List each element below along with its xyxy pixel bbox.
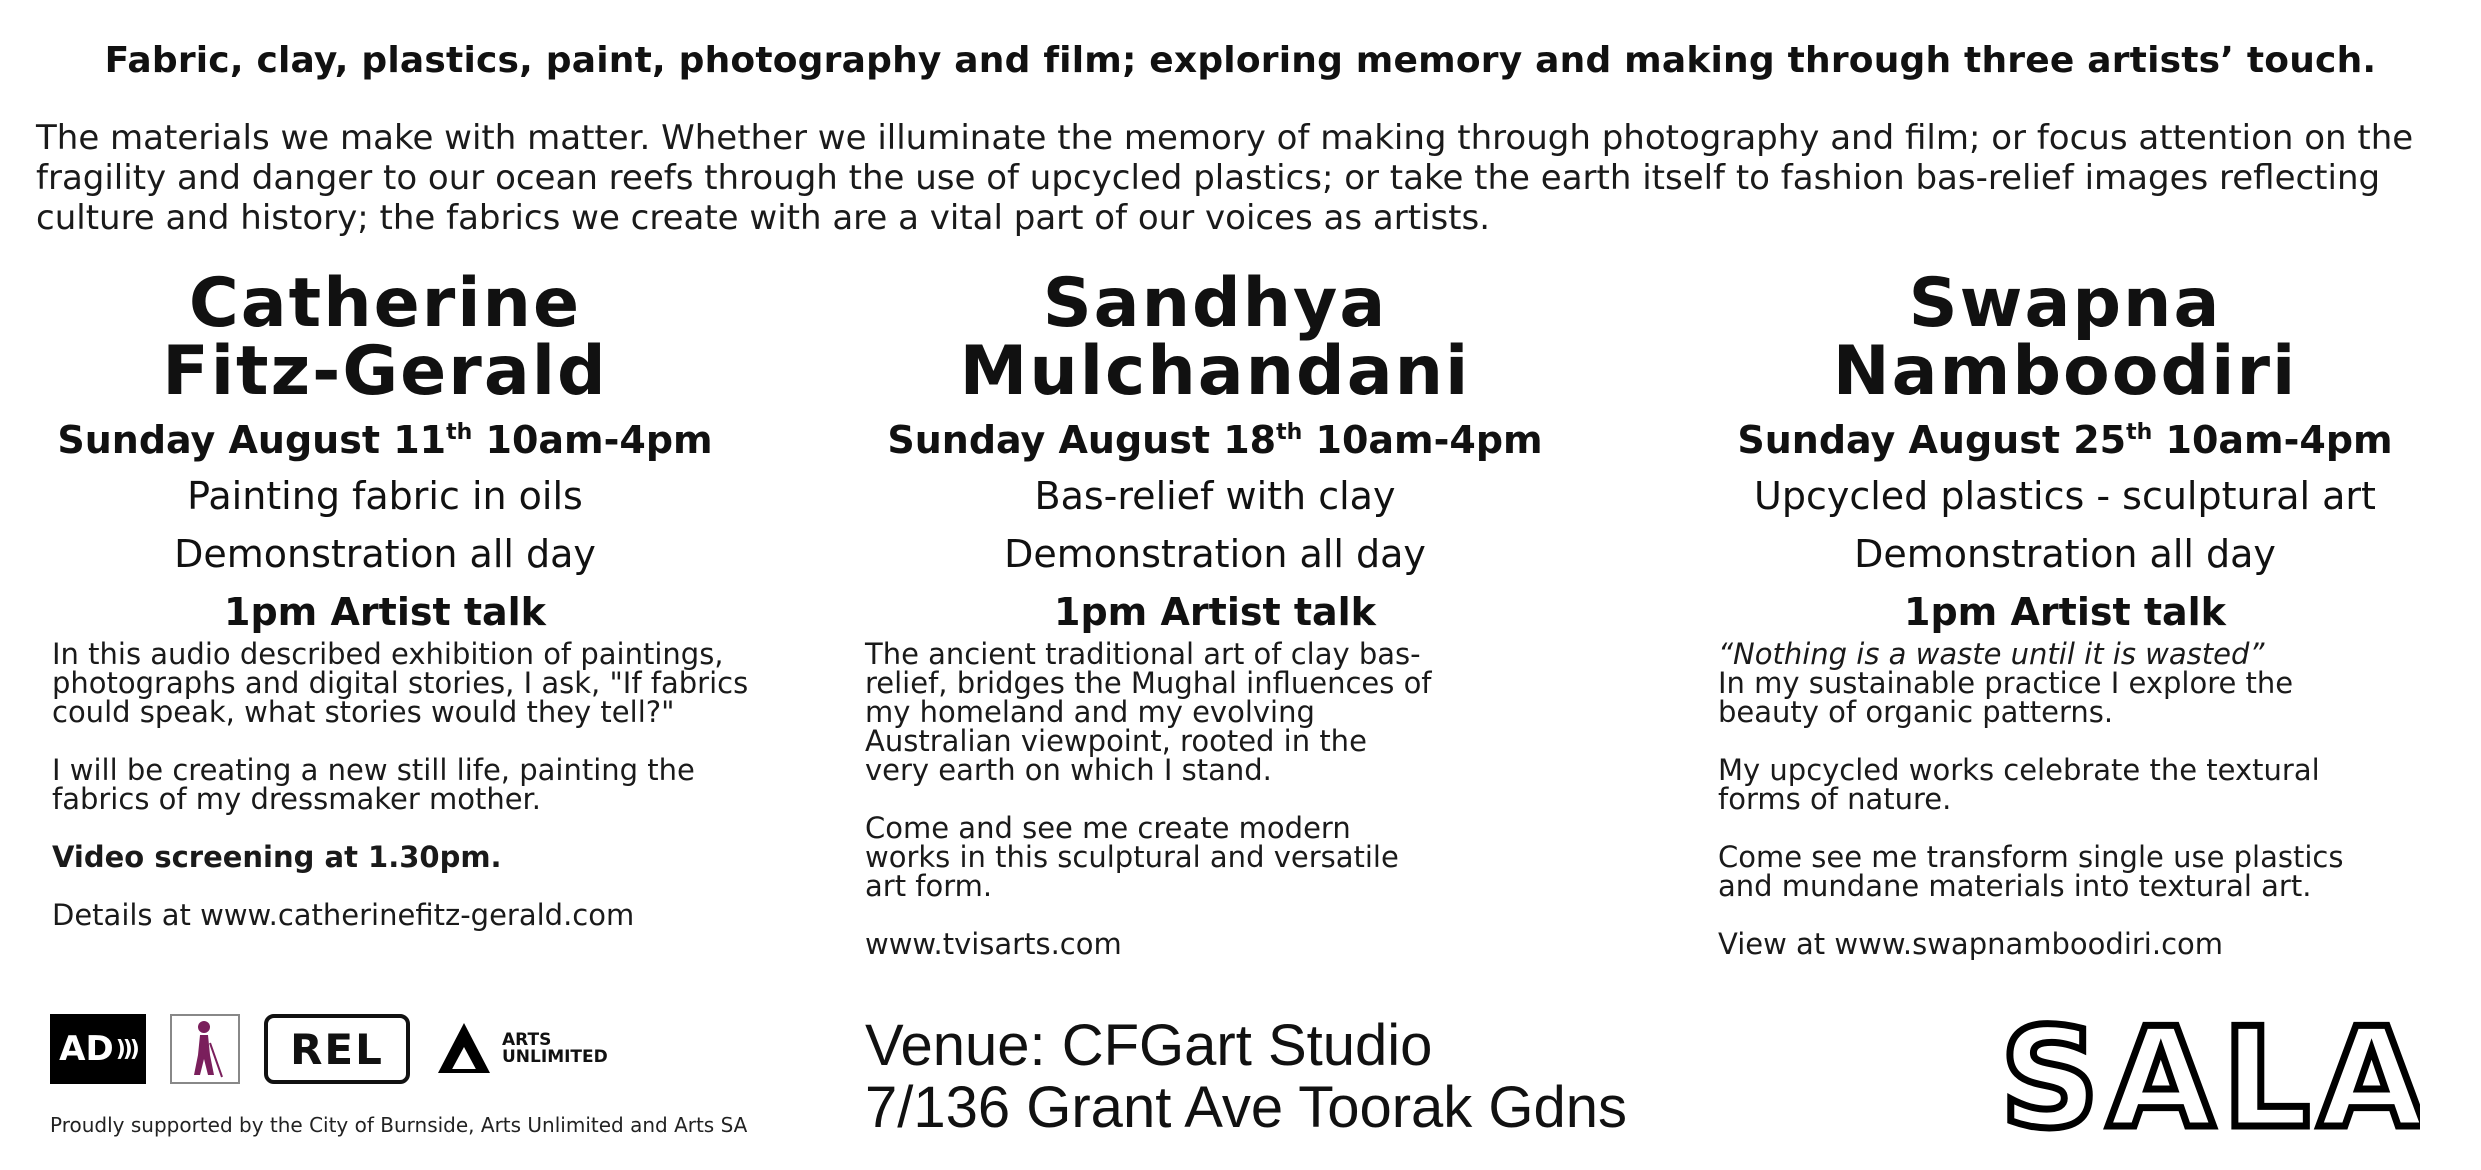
audio-description-label: AD	[59, 1029, 114, 1069]
activity: Upcycled plastics - sculptural art	[1754, 474, 2376, 518]
artist-column-swapna	[1650, 264, 2480, 988]
activity: Bas-relief with clay	[1034, 474, 1396, 518]
event-date	[810, 418, 1620, 462]
description-paragraph: In this audio described exhibition of paintings, photographs and digital stories, I ask, "If fabrics could speak, what stories would they tell?"	[52, 637, 749, 729]
artist-name	[810, 264, 1620, 411]
date-text: Sunday August 25	[1737, 418, 2127, 462]
audio-description-icon: AD )))	[50, 1014, 146, 1084]
venue-address: 7/136 Grant Ave Toorak Gdns	[865, 1075, 1628, 1140]
description-paragraph: My upcycled works celebrate the textural forms of nature.	[1718, 753, 2320, 816]
time-text: 10am-4pm	[472, 418, 713, 462]
website-link[interactable]: Details at www.catherinefitz-gerald.com	[52, 898, 635, 932]
artist-name	[0, 264, 770, 411]
artist-quote: “Nothing is a waste until it is wasted”	[1718, 637, 2265, 671]
venue-name: Venue: CFGart Studio	[865, 1013, 1433, 1078]
artist-column-catherine	[0, 264, 770, 959]
demonstration: Demonstration all day	[1854, 532, 2276, 576]
artist-name-line1: Sandhya	[1042, 264, 1388, 343]
arts-unlimited-line2: UNLIMITED	[502, 1047, 608, 1067]
date-text: Sunday August 11	[57, 418, 447, 462]
artist-name-line1: Catherine	[188, 264, 582, 343]
event-date	[0, 418, 770, 462]
artist-talk: 1pm Artist talk	[1904, 590, 2226, 634]
website-link[interactable]: www.tvisarts.com	[865, 927, 1122, 961]
artist-column-sandhya	[810, 264, 1620, 988]
accessibility-walker-icon	[170, 1014, 240, 1084]
description-paragraph: I will be creating a new still life, painting the fabrics of my dressmaker mother.	[52, 753, 695, 816]
artist-talk: 1pm Artist talk	[1054, 590, 1376, 634]
support-credit: Proudly supported by the City of Burnside, Arts Unlimited and Arts SA	[50, 1113, 748, 1137]
sponsor-logos	[50, 1012, 608, 1086]
artist-description	[1650, 637, 2480, 961]
demonstration: Demonstration all day	[174, 532, 596, 576]
website-link[interactable]: View at www.swapnamboodiri.com	[1718, 927, 2224, 961]
sala-wordmark: SALA	[2000, 1018, 2420, 1138]
headline: Fabric, clay, plastics, paint, photography and film; exploring memory and making through three artists’ touch.	[104, 40, 2377, 81]
time-text: 10am-4pm	[1302, 418, 1543, 462]
time-text: 10am-4pm	[2152, 418, 2393, 462]
venue	[865, 1015, 1627, 1139]
artist-name-line2: Namboodiri	[1832, 332, 2298, 411]
artist-name-line1: Swapna	[1908, 264, 2222, 343]
description-paragraph: In my sustainable practice I explore the beauty of organic patterns.	[1718, 666, 2294, 729]
demonstration: Demonstration all day	[1004, 532, 1426, 576]
artist-name-line2: Mulchandani	[959, 332, 1471, 411]
date-suffix: th	[2126, 420, 2153, 445]
artist-talk: 1pm Artist talk	[224, 590, 546, 634]
artist-name	[1650, 264, 2480, 411]
rel-logo: REL	[264, 1014, 410, 1084]
artist-name-line2: Fitz-Gerald	[162, 332, 608, 411]
arts-unlimited-line1: ARTS	[502, 1030, 552, 1050]
video-screening: Video screening at 1.30pm.	[52, 840, 502, 874]
date-suffix: th	[446, 420, 473, 445]
description-paragraph: The ancient traditional art of clay bas-relief, bridges the Mughal influences of my homeland and my evolving Australian viewpoint, rooted in the very earth on which I stand.	[865, 637, 1432, 787]
intro-paragraph: The materials we make with matter. Whether we illuminate the memory of making through photography and film; or focus attention on the fragility and danger to our ocean reefs through the use of upcycled plastics; or take the earth itself to fashion bas-relief images reflecting culture and history; the fabrics we create with are a vital part of our voices as artists.	[36, 118, 2414, 238]
date-suffix: th	[1276, 420, 1303, 445]
date-text: Sunday August 18	[887, 418, 1277, 462]
description-paragraph: Come see me transform single use plastics and mundane materials into textural art.	[1718, 840, 2344, 903]
artist-description	[0, 637, 770, 932]
artist-description	[810, 637, 1620, 961]
arts-unlimited-icon	[434, 1019, 494, 1079]
activity: Painting fabric in oils	[187, 474, 583, 518]
description-paragraph: Come and see me create modern works in this sculptural and versatile art form.	[865, 811, 1399, 903]
arts-unlimited-logo	[434, 1019, 608, 1079]
sala-logo	[2000, 1018, 2420, 1142]
event-date	[1650, 418, 2480, 462]
